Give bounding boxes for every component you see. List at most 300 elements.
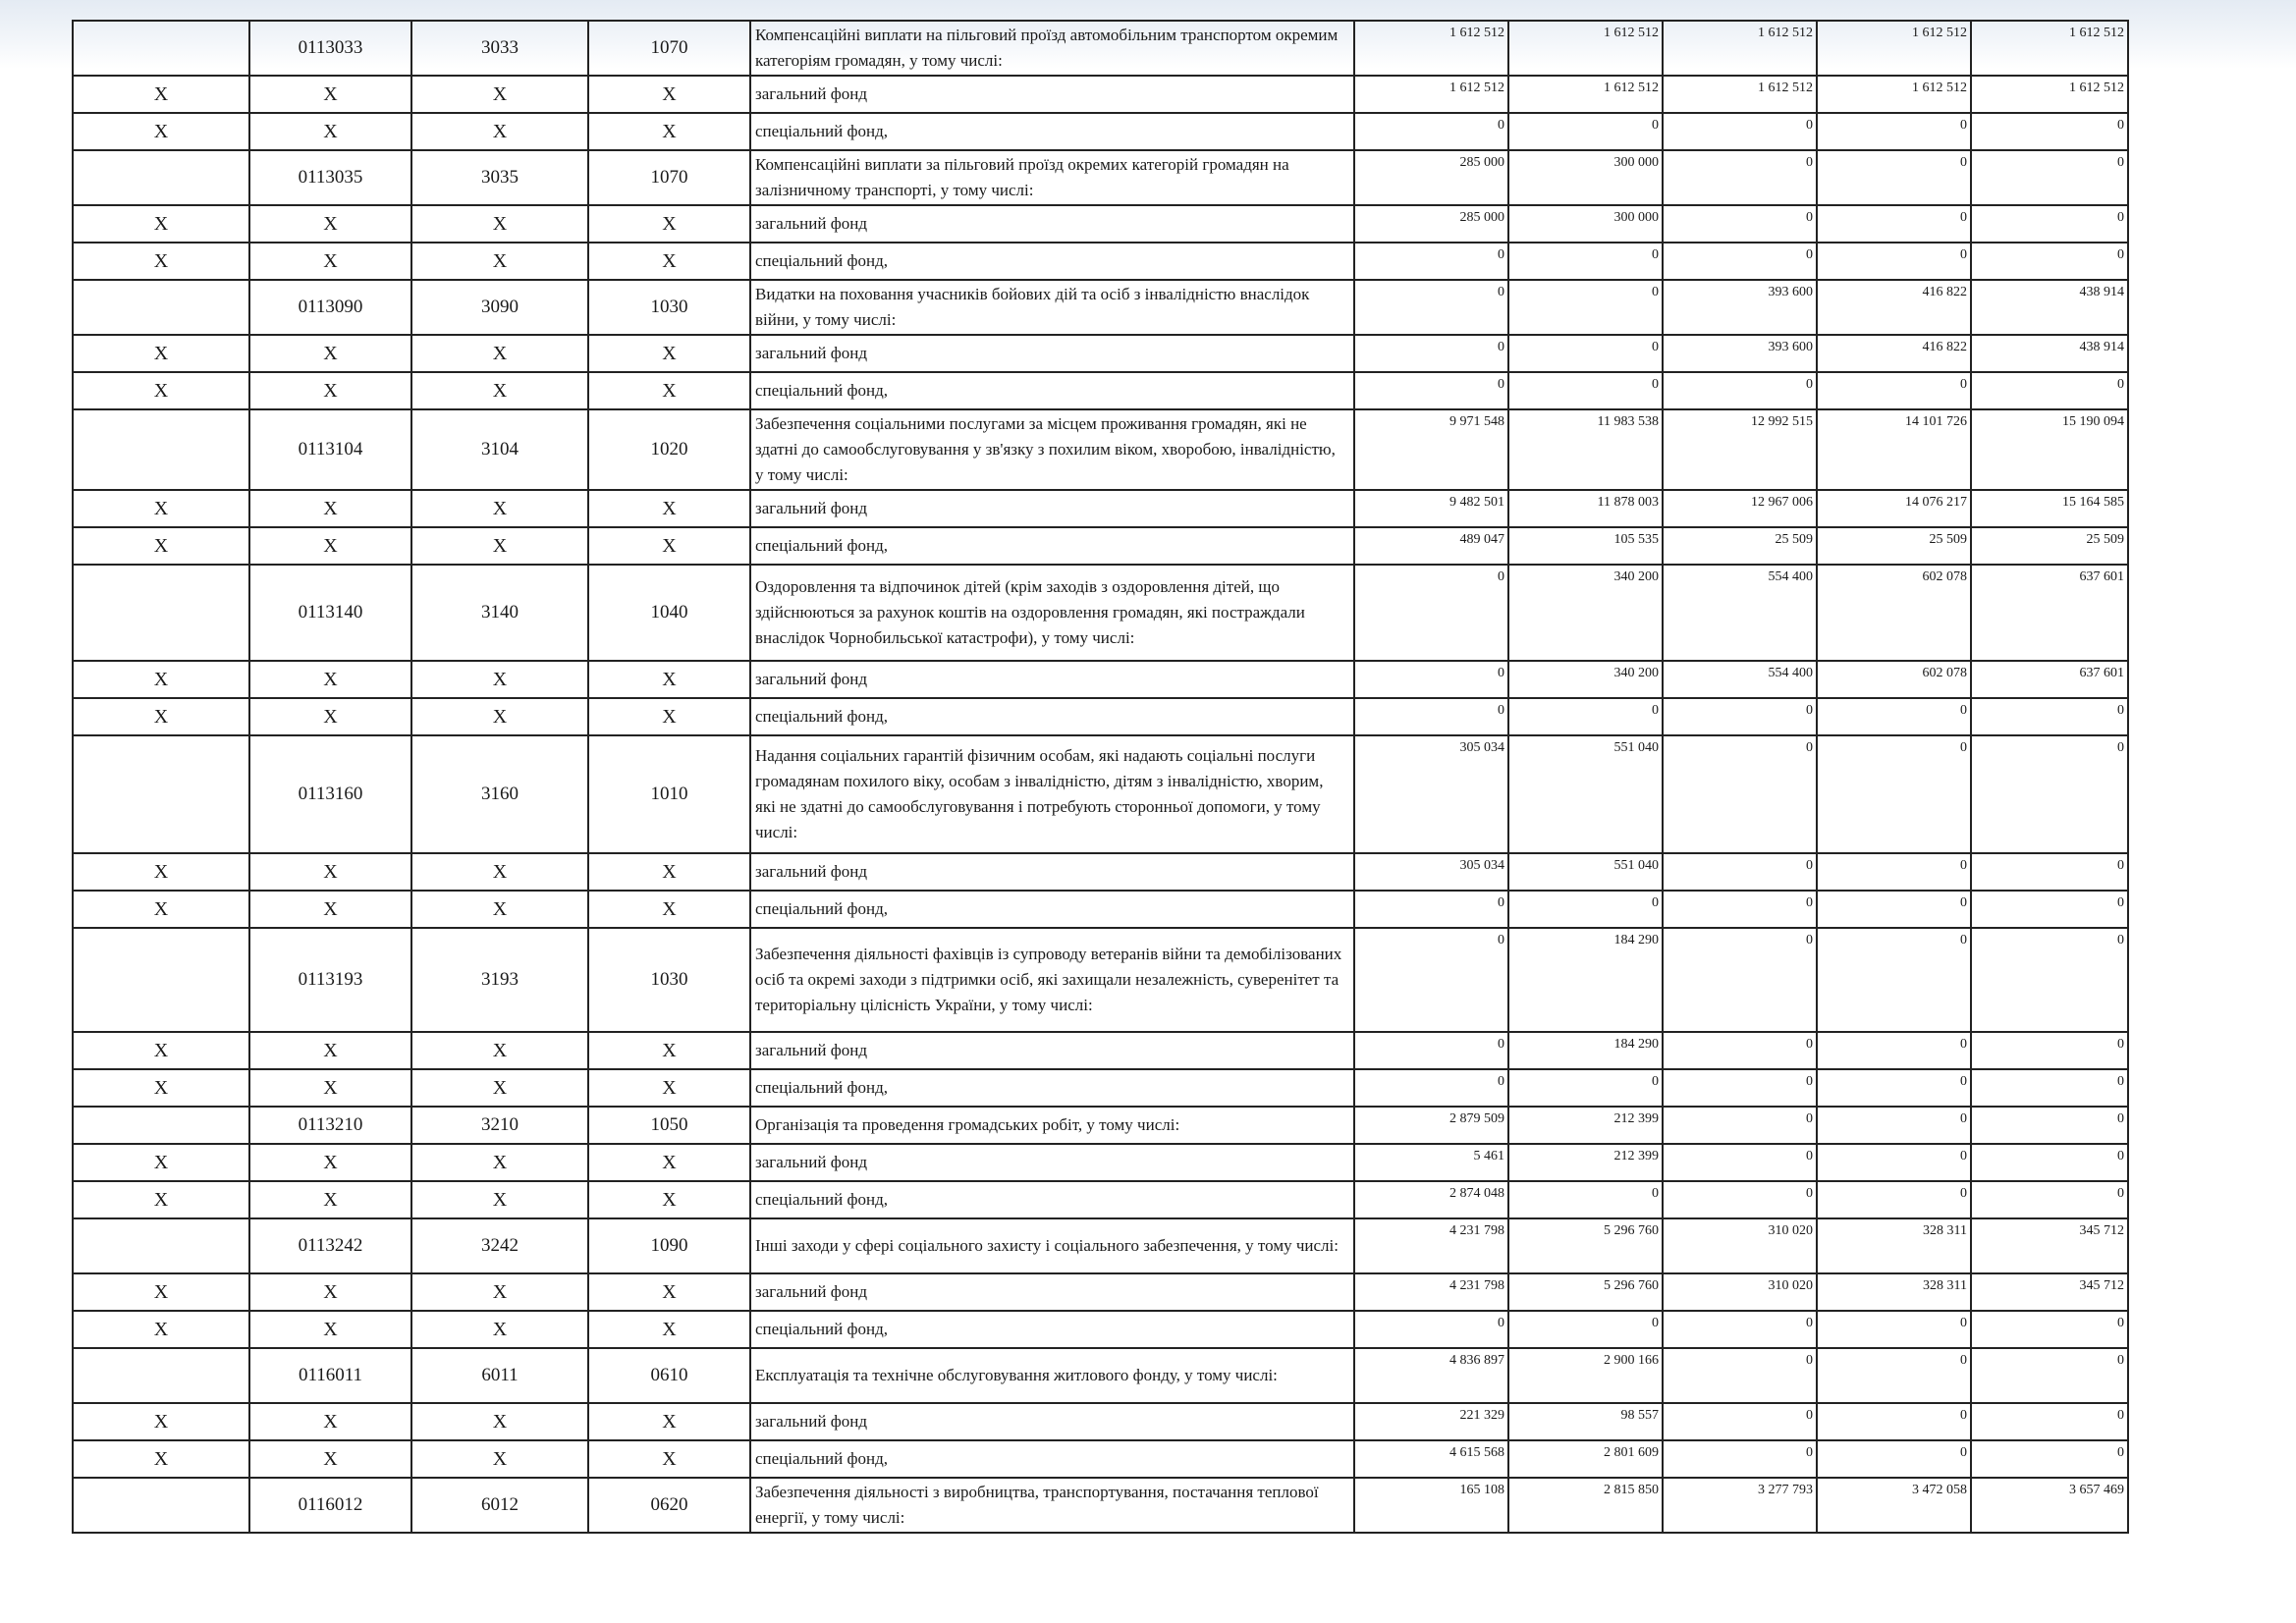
description-cell: спеціальний фонд, (750, 1311, 1354, 1348)
amount-cell: 11 983 538 (1508, 409, 1663, 490)
amount-cell: 11 878 003 (1508, 490, 1663, 527)
program-code-cell: 0113160 (249, 735, 411, 853)
fund-row (73, 1069, 2128, 1107)
description-cell: Забезпечення діяльності фахівців із супроводу ветеранів війни та демобілізованих осіб та окремі заходи з підтримки осіб, які захищали незалежність, суверенітет та територіальну цілісність України, у тому числі: (750, 928, 1354, 1032)
kpkv-code-cell: 3035 (411, 150, 588, 205)
row-marker-cell (73, 928, 249, 1032)
function-code-cell: X (588, 698, 750, 735)
amount-cell: 3 657 469 (1971, 1478, 2128, 1533)
description-cell: загальний фонд (750, 1144, 1354, 1181)
program-row (73, 1348, 2128, 1403)
fund-row (73, 891, 2128, 928)
description-cell: Експлуатація та технічне обслуговування житлового фонду, у тому числі: (750, 1348, 1354, 1403)
row-marker-cell: X (73, 853, 249, 891)
fund-row (73, 1032, 2128, 1069)
amount-cell: 98 557 (1508, 1403, 1663, 1440)
program-code-cell: X (249, 853, 411, 891)
amount-cell: 0 (1663, 891, 1817, 928)
description-cell: Компенсаційні виплати за пільговий проїзд окремих категорій громадян на залізничному транспорті, у тому числі: (750, 150, 1354, 205)
description-cell: Забезпечення соціальними послугами за місцем проживання громадян, які не здатні до самообслуговування у зв'язку з похилим віком, хворобою, інвалідністю, у тому числі: (750, 409, 1354, 490)
kpkv-code-cell: 3193 (411, 928, 588, 1032)
program-row (73, 1218, 2128, 1273)
amount-cell: 2 900 166 (1508, 1348, 1663, 1403)
kpkv-code-cell: X (411, 1032, 588, 1069)
amount-cell: 0 (1817, 1144, 1971, 1181)
amount-cell: 0 (1663, 205, 1817, 243)
amount-cell: 0 (1817, 1032, 1971, 1069)
amount-cell: 15 164 585 (1971, 490, 2128, 527)
amount-cell: 0 (1971, 1403, 2128, 1440)
amount-cell: 212 399 (1508, 1107, 1663, 1144)
amount-cell: 310 020 (1663, 1218, 1817, 1273)
kpkv-code-cell: 3140 (411, 565, 588, 661)
amount-cell: 0 (1354, 928, 1508, 1032)
program-code-cell: X (249, 335, 411, 372)
amount-cell: 305 034 (1354, 735, 1508, 853)
amount-cell: 0 (1817, 1311, 1971, 1348)
description-cell: загальний фонд (750, 1032, 1354, 1069)
fund-row (73, 698, 2128, 735)
function-code-cell: 1070 (588, 21, 750, 76)
program-code-cell: X (249, 113, 411, 150)
row-marker-cell (73, 409, 249, 490)
program-code-cell: X (249, 1032, 411, 1069)
amount-cell: 0 (1971, 1348, 2128, 1403)
program-code-cell: X (249, 661, 411, 698)
description-cell: спеціальний фонд, (750, 1440, 1354, 1478)
amount-cell: 4 231 798 (1354, 1273, 1508, 1311)
amount-cell: 14 101 726 (1817, 409, 1971, 490)
amount-cell: 1 612 512 (1354, 21, 1508, 76)
function-code-cell: X (588, 891, 750, 928)
amount-cell: 0 (1663, 1311, 1817, 1348)
amount-cell: 637 601 (1971, 565, 2128, 661)
amount-cell: 416 822 (1817, 335, 1971, 372)
description-cell: спеціальний фонд, (750, 1069, 1354, 1107)
function-code-cell: X (588, 1440, 750, 1478)
fund-row (73, 335, 2128, 372)
function-code-cell: 1090 (588, 1218, 750, 1273)
kpkv-code-cell: X (411, 205, 588, 243)
kpkv-code-cell: 3090 (411, 280, 588, 335)
row-marker-cell: X (73, 1273, 249, 1311)
amount-cell: 0 (1663, 1107, 1817, 1144)
amount-cell: 0 (1663, 1144, 1817, 1181)
function-code-cell: X (588, 1181, 750, 1218)
amount-cell: 285 000 (1354, 205, 1508, 243)
amount-cell: 0 (1354, 113, 1508, 150)
description-cell: Інші заходи у сфері соціального захисту і соціального забезпечення, у тому числі: (750, 1218, 1354, 1273)
fund-row (73, 1311, 2128, 1348)
amount-cell: 345 712 (1971, 1218, 2128, 1273)
function-code-cell: X (588, 853, 750, 891)
program-code-cell: X (249, 1273, 411, 1311)
fund-row (73, 1273, 2128, 1311)
description-cell: загальний фонд (750, 76, 1354, 113)
amount-cell: 489 047 (1354, 527, 1508, 565)
amount-cell: 300 000 (1508, 205, 1663, 243)
program-code-cell: 0116012 (249, 1478, 411, 1533)
amount-cell: 0 (1508, 335, 1663, 372)
amount-cell: 4 231 798 (1354, 1218, 1508, 1273)
amount-cell: 14 076 217 (1817, 490, 1971, 527)
kpkv-code-cell: X (411, 76, 588, 113)
amount-cell: 0 (1663, 1403, 1817, 1440)
description-cell: загальний фонд (750, 1273, 1354, 1311)
amount-cell: 0 (1817, 891, 1971, 928)
description-cell: спеціальний фонд, (750, 527, 1354, 565)
amount-cell: 0 (1971, 205, 2128, 243)
amount-cell: 2 815 850 (1508, 1478, 1663, 1533)
amount-cell: 554 400 (1663, 661, 1817, 698)
kpkv-code-cell: X (411, 853, 588, 891)
amount-cell: 328 311 (1817, 1218, 1971, 1273)
row-marker-cell (73, 280, 249, 335)
amount-cell: 0 (1663, 372, 1817, 409)
amount-cell: 0 (1354, 243, 1508, 280)
description-cell: загальний фонд (750, 205, 1354, 243)
amount-cell: 105 535 (1508, 527, 1663, 565)
function-code-cell: X (588, 243, 750, 280)
function-code-cell: 1020 (588, 409, 750, 490)
fund-row (73, 243, 2128, 280)
amount-cell: 0 (1817, 150, 1971, 205)
amount-cell: 551 040 (1508, 735, 1663, 853)
row-marker-cell: X (73, 335, 249, 372)
amount-cell: 0 (1817, 113, 1971, 150)
amount-cell: 2 874 048 (1354, 1181, 1508, 1218)
program-code-cell: 0113242 (249, 1218, 411, 1273)
amount-cell: 165 108 (1354, 1478, 1508, 1533)
amount-cell: 0 (1817, 1107, 1971, 1144)
amount-cell: 0 (1663, 150, 1817, 205)
program-code-cell: X (249, 490, 411, 527)
kpkv-code-cell: X (411, 113, 588, 150)
program-row (73, 1107, 2128, 1144)
row-marker-cell: X (73, 1032, 249, 1069)
program-code-cell: X (249, 1181, 411, 1218)
row-marker-cell: X (73, 243, 249, 280)
amount-cell: 0 (1663, 1348, 1817, 1403)
amount-cell: 25 509 (1971, 527, 2128, 565)
kpkv-code-cell: X (411, 1440, 588, 1478)
kpkv-code-cell: 3242 (411, 1218, 588, 1273)
row-marker-cell: X (73, 1403, 249, 1440)
amount-cell: 1 612 512 (1663, 21, 1817, 76)
program-code-cell: 0116011 (249, 1348, 411, 1403)
row-marker-cell (73, 1107, 249, 1144)
kpkv-code-cell: 3210 (411, 1107, 588, 1144)
amount-cell: 0 (1971, 1069, 2128, 1107)
row-marker-cell: X (73, 1069, 249, 1107)
program-row (73, 409, 2128, 490)
row-marker-cell: X (73, 1144, 249, 1181)
kpkv-code-cell: 3104 (411, 409, 588, 490)
amount-cell: 0 (1817, 243, 1971, 280)
function-code-cell: X (588, 527, 750, 565)
kpkv-code-cell: X (411, 490, 588, 527)
row-marker-cell (73, 1478, 249, 1533)
description-cell: спеціальний фонд, (750, 243, 1354, 280)
amount-cell: 0 (1817, 1403, 1971, 1440)
program-row (73, 735, 2128, 853)
function-code-cell: X (588, 113, 750, 150)
description-cell: Організація та проведення громадських робіт, у тому числі: (750, 1107, 1354, 1144)
amount-cell: 0 (1971, 243, 2128, 280)
amount-cell: 0 (1354, 661, 1508, 698)
row-marker-cell (73, 21, 249, 76)
function-code-cell: 1040 (588, 565, 750, 661)
amount-cell: 0 (1508, 372, 1663, 409)
row-marker-cell (73, 735, 249, 853)
function-code-cell: X (588, 1032, 750, 1069)
amount-cell: 0 (1817, 698, 1971, 735)
kpkv-code-cell: X (411, 1144, 588, 1181)
program-code-cell: 0113035 (249, 150, 411, 205)
amount-cell: 0 (1663, 853, 1817, 891)
amount-cell: 0 (1663, 928, 1817, 1032)
amount-cell: 0 (1971, 372, 2128, 409)
kpkv-code-cell: X (411, 1403, 588, 1440)
row-marker-cell: X (73, 1311, 249, 1348)
amount-cell: 438 914 (1971, 335, 2128, 372)
amount-cell: 9 971 548 (1354, 409, 1508, 490)
amount-cell: 1 612 512 (1971, 21, 2128, 76)
description-cell: спеціальний фонд, (750, 372, 1354, 409)
row-marker-cell: X (73, 527, 249, 565)
description-cell: спеціальний фонд, (750, 891, 1354, 928)
function-code-cell: X (588, 1403, 750, 1440)
row-marker-cell: X (73, 661, 249, 698)
kpkv-code-cell: X (411, 335, 588, 372)
row-marker-cell: X (73, 113, 249, 150)
kpkv-code-cell: 6011 (411, 1348, 588, 1403)
amount-cell: 184 290 (1508, 1032, 1663, 1069)
amount-cell: 0 (1971, 113, 2128, 150)
amount-cell: 25 509 (1817, 527, 1971, 565)
fund-row (73, 372, 2128, 409)
fund-row (73, 205, 2128, 243)
amount-cell: 0 (1354, 1311, 1508, 1348)
fund-row (73, 76, 2128, 113)
function-code-cell: X (588, 490, 750, 527)
amount-cell: 1 612 512 (1817, 76, 1971, 113)
function-code-cell: X (588, 372, 750, 409)
program-code-cell: X (249, 205, 411, 243)
amount-cell: 0 (1508, 243, 1663, 280)
kpkv-code-cell: X (411, 661, 588, 698)
amount-cell: 3 472 058 (1817, 1478, 1971, 1533)
program-row (73, 21, 2128, 76)
amount-cell: 340 200 (1508, 661, 1663, 698)
description-cell: загальний фонд (750, 335, 1354, 372)
amount-cell: 1 612 512 (1354, 76, 1508, 113)
program-code-cell: X (249, 698, 411, 735)
fund-row (73, 527, 2128, 565)
amount-cell: 328 311 (1817, 1273, 1971, 1311)
program-code-cell: X (249, 1403, 411, 1440)
amount-cell: 0 (1971, 735, 2128, 853)
program-code-cell: X (249, 527, 411, 565)
row-marker-cell: X (73, 698, 249, 735)
amount-cell: 0 (1508, 113, 1663, 150)
program-code-cell: X (249, 1440, 411, 1478)
kpkv-code-cell: X (411, 1311, 588, 1348)
row-marker-cell: X (73, 76, 249, 113)
amount-cell: 0 (1508, 280, 1663, 335)
fund-row (73, 1440, 2128, 1478)
amount-cell: 1 612 512 (1817, 21, 1971, 76)
amount-cell: 0 (1971, 1032, 2128, 1069)
kpkv-code-cell: X (411, 243, 588, 280)
fund-row (73, 1144, 2128, 1181)
amount-cell: 25 509 (1663, 527, 1817, 565)
function-code-cell: 1030 (588, 280, 750, 335)
row-marker-cell (73, 150, 249, 205)
amount-cell: 0 (1817, 853, 1971, 891)
kpkv-code-cell: X (411, 698, 588, 735)
fund-row (73, 1403, 2128, 1440)
amount-cell: 0 (1508, 698, 1663, 735)
amount-cell: 5 296 760 (1508, 1218, 1663, 1273)
program-code-cell: X (249, 243, 411, 280)
function-code-cell: X (588, 205, 750, 243)
function-code-cell: 0610 (588, 1348, 750, 1403)
amount-cell: 0 (1354, 1069, 1508, 1107)
kpkv-code-cell: 3160 (411, 735, 588, 853)
amount-cell: 0 (1971, 1181, 2128, 1218)
function-code-cell: 1070 (588, 150, 750, 205)
amount-cell: 0 (1817, 1348, 1971, 1403)
amount-cell: 0 (1817, 1440, 1971, 1478)
kpkv-code-cell: X (411, 372, 588, 409)
kpkv-code-cell: X (411, 1069, 588, 1107)
amount-cell: 551 040 (1508, 853, 1663, 891)
amount-cell: 184 290 (1508, 928, 1663, 1032)
amount-cell: 0 (1508, 1069, 1663, 1107)
amount-cell: 0 (1663, 735, 1817, 853)
function-code-cell: 1030 (588, 928, 750, 1032)
program-code-cell: 0113140 (249, 565, 411, 661)
amount-cell: 2 801 609 (1508, 1440, 1663, 1478)
row-marker-cell: X (73, 891, 249, 928)
function-code-cell: 1050 (588, 1107, 750, 1144)
program-code-cell: X (249, 1069, 411, 1107)
function-code-cell: X (588, 661, 750, 698)
program-code-cell: X (249, 372, 411, 409)
description-cell: загальний фонд (750, 661, 1354, 698)
amount-cell: 2 879 509 (1354, 1107, 1508, 1144)
amount-cell: 0 (1971, 698, 2128, 735)
row-marker-cell (73, 565, 249, 661)
amount-cell: 0 (1663, 1032, 1817, 1069)
amount-cell: 0 (1663, 1440, 1817, 1478)
description-cell: Видатки на поховання учасників бойових дій та осіб з інвалідністю внаслідок війни, у тому числі: (750, 280, 1354, 335)
program-code-cell: X (249, 76, 411, 113)
budget-table (72, 20, 2129, 1534)
program-row (73, 150, 2128, 205)
amount-cell: 212 399 (1508, 1144, 1663, 1181)
amount-cell: 637 601 (1971, 661, 2128, 698)
description-cell: спеціальний фонд, (750, 698, 1354, 735)
description-cell: Компенсаційні виплати на пільговий проїзд автомобільним транспортом окремим категоріям громадян, у тому числі: (750, 21, 1354, 76)
function-code-cell: X (588, 1311, 750, 1348)
amount-cell: 310 020 (1663, 1273, 1817, 1311)
amount-cell: 345 712 (1971, 1273, 2128, 1311)
amount-cell: 0 (1817, 928, 1971, 1032)
program-row (73, 280, 2128, 335)
amount-cell: 0 (1663, 698, 1817, 735)
amount-cell: 5 296 760 (1508, 1273, 1663, 1311)
function-code-cell: 0620 (588, 1478, 750, 1533)
amount-cell: 0 (1971, 1311, 2128, 1348)
function-code-cell: X (588, 335, 750, 372)
function-code-cell: X (588, 1144, 750, 1181)
kpkv-code-cell: 6012 (411, 1478, 588, 1533)
budget-table-body (73, 21, 2128, 1533)
amount-cell: 0 (1971, 1440, 2128, 1478)
row-marker-cell (73, 1218, 249, 1273)
amount-cell: 221 329 (1354, 1403, 1508, 1440)
amount-cell: 0 (1354, 1032, 1508, 1069)
description-cell: загальний фонд (750, 490, 1354, 527)
amount-cell: 0 (1354, 891, 1508, 928)
amount-cell: 1 612 512 (1508, 21, 1663, 76)
program-code-cell: X (249, 1144, 411, 1181)
amount-cell: 0 (1663, 243, 1817, 280)
program-row (73, 1478, 2128, 1533)
row-marker-cell: X (73, 1440, 249, 1478)
row-marker-cell: X (73, 205, 249, 243)
amount-cell: 1 612 512 (1508, 76, 1663, 113)
amount-cell: 0 (1817, 1181, 1971, 1218)
description-cell: Забезпечення діяльності з виробництва, транспортування, постачання теплової енергії, у тому числі: (750, 1478, 1354, 1533)
fund-row (73, 113, 2128, 150)
amount-cell: 554 400 (1663, 565, 1817, 661)
amount-cell: 12 967 006 (1663, 490, 1817, 527)
amount-cell: 12 992 515 (1663, 409, 1817, 490)
amount-cell: 300 000 (1508, 150, 1663, 205)
description-cell: Надання соціальних гарантій фізичним особам, які надають соціальні послуги громадянам похилого віку, особам з інвалідністю, дітям з інвалідністю, хворим, які не здатні до самообслуговування і потребують сторонньої допомоги, у тому числі: (750, 735, 1354, 853)
kpkv-code-cell: X (411, 1181, 588, 1218)
amount-cell: 305 034 (1354, 853, 1508, 891)
amount-cell: 0 (1354, 372, 1508, 409)
amount-cell: 0 (1508, 891, 1663, 928)
kpkv-code-cell: X (411, 527, 588, 565)
amount-cell: 0 (1971, 853, 2128, 891)
amount-cell: 0 (1354, 335, 1508, 372)
function-code-cell: X (588, 1273, 750, 1311)
program-code-cell: 0113210 (249, 1107, 411, 1144)
description-cell: спеціальний фонд, (750, 1181, 1354, 1218)
kpkv-code-cell: 3033 (411, 21, 588, 76)
row-marker-cell: X (73, 1181, 249, 1218)
description-cell: Оздоровлення та відпочинок дітей (крім заходів з оздоровлення дітей, що здійснюються за рахунок коштів на оздоровлення громадян, які постраждали внаслідок Чорнобильської катастрофи), у тому числі: (750, 565, 1354, 661)
program-code-cell: X (249, 1311, 411, 1348)
fund-row (73, 661, 2128, 698)
program-row (73, 565, 2128, 661)
row-marker-cell: X (73, 490, 249, 527)
amount-cell: 15 190 094 (1971, 409, 2128, 490)
amount-cell: 4 836 897 (1354, 1348, 1508, 1403)
description-cell: загальний фонд (750, 853, 1354, 891)
amount-cell: 0 (1971, 1144, 2128, 1181)
program-code-cell: 0113104 (249, 409, 411, 490)
amount-cell: 0 (1971, 891, 2128, 928)
amount-cell: 0 (1817, 1069, 1971, 1107)
amount-cell: 0 (1971, 928, 2128, 1032)
program-code-cell: 0113033 (249, 21, 411, 76)
